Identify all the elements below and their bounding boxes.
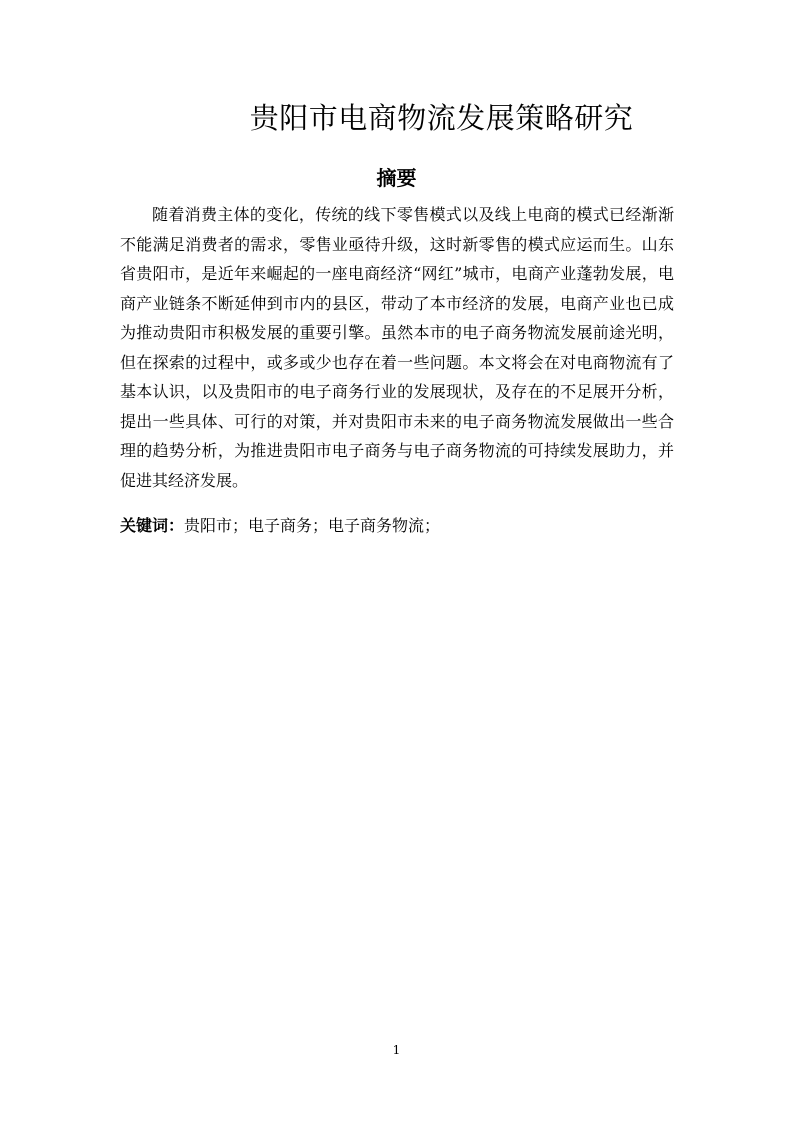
paper-title: 贵阳市电商物流发展策略研究 [249,101,634,135]
keywords-line [120,512,440,540]
keywords-text: 贵阳市；电子商务；电子商务物流； [184,516,441,535]
abstract-body: 随着消费主体的变化，传统的线下零售模式以及线上电商的模式已经渐渐不能满足消费者的需求，零售业亟待升级，这时新零售的模式应运而生。山东省贵阳市，是近年来崛起的一座电商经济“网红”城市，电商产业蓬勃发展，电商产业链条不断延伸到市内的县区，带动了本市经济的发展，电商产业也已成为推动贵阳市积极发展的重要引擎。虽然本市的电子商务物流发展前途光明，但在探索的过程中，或多或少也存在着一些问题。本文将会在对电商物流有了基本认识，以及贵阳市的电子商务行业的发展现状，及存在的不足展开分析，提出一些具体、可行的对策，并对贵阳市未来的电子商务物流发展做出一些合理的趋势分析，为推进贵阳市电子商务与电子商务物流的可持续发展助力，并促进其经济发展。 [120,205,674,490]
page-number: 1 [392,1043,401,1057]
abstract-heading: 摘要 [376,166,417,190]
keywords-label: 关键词： [120,516,185,535]
